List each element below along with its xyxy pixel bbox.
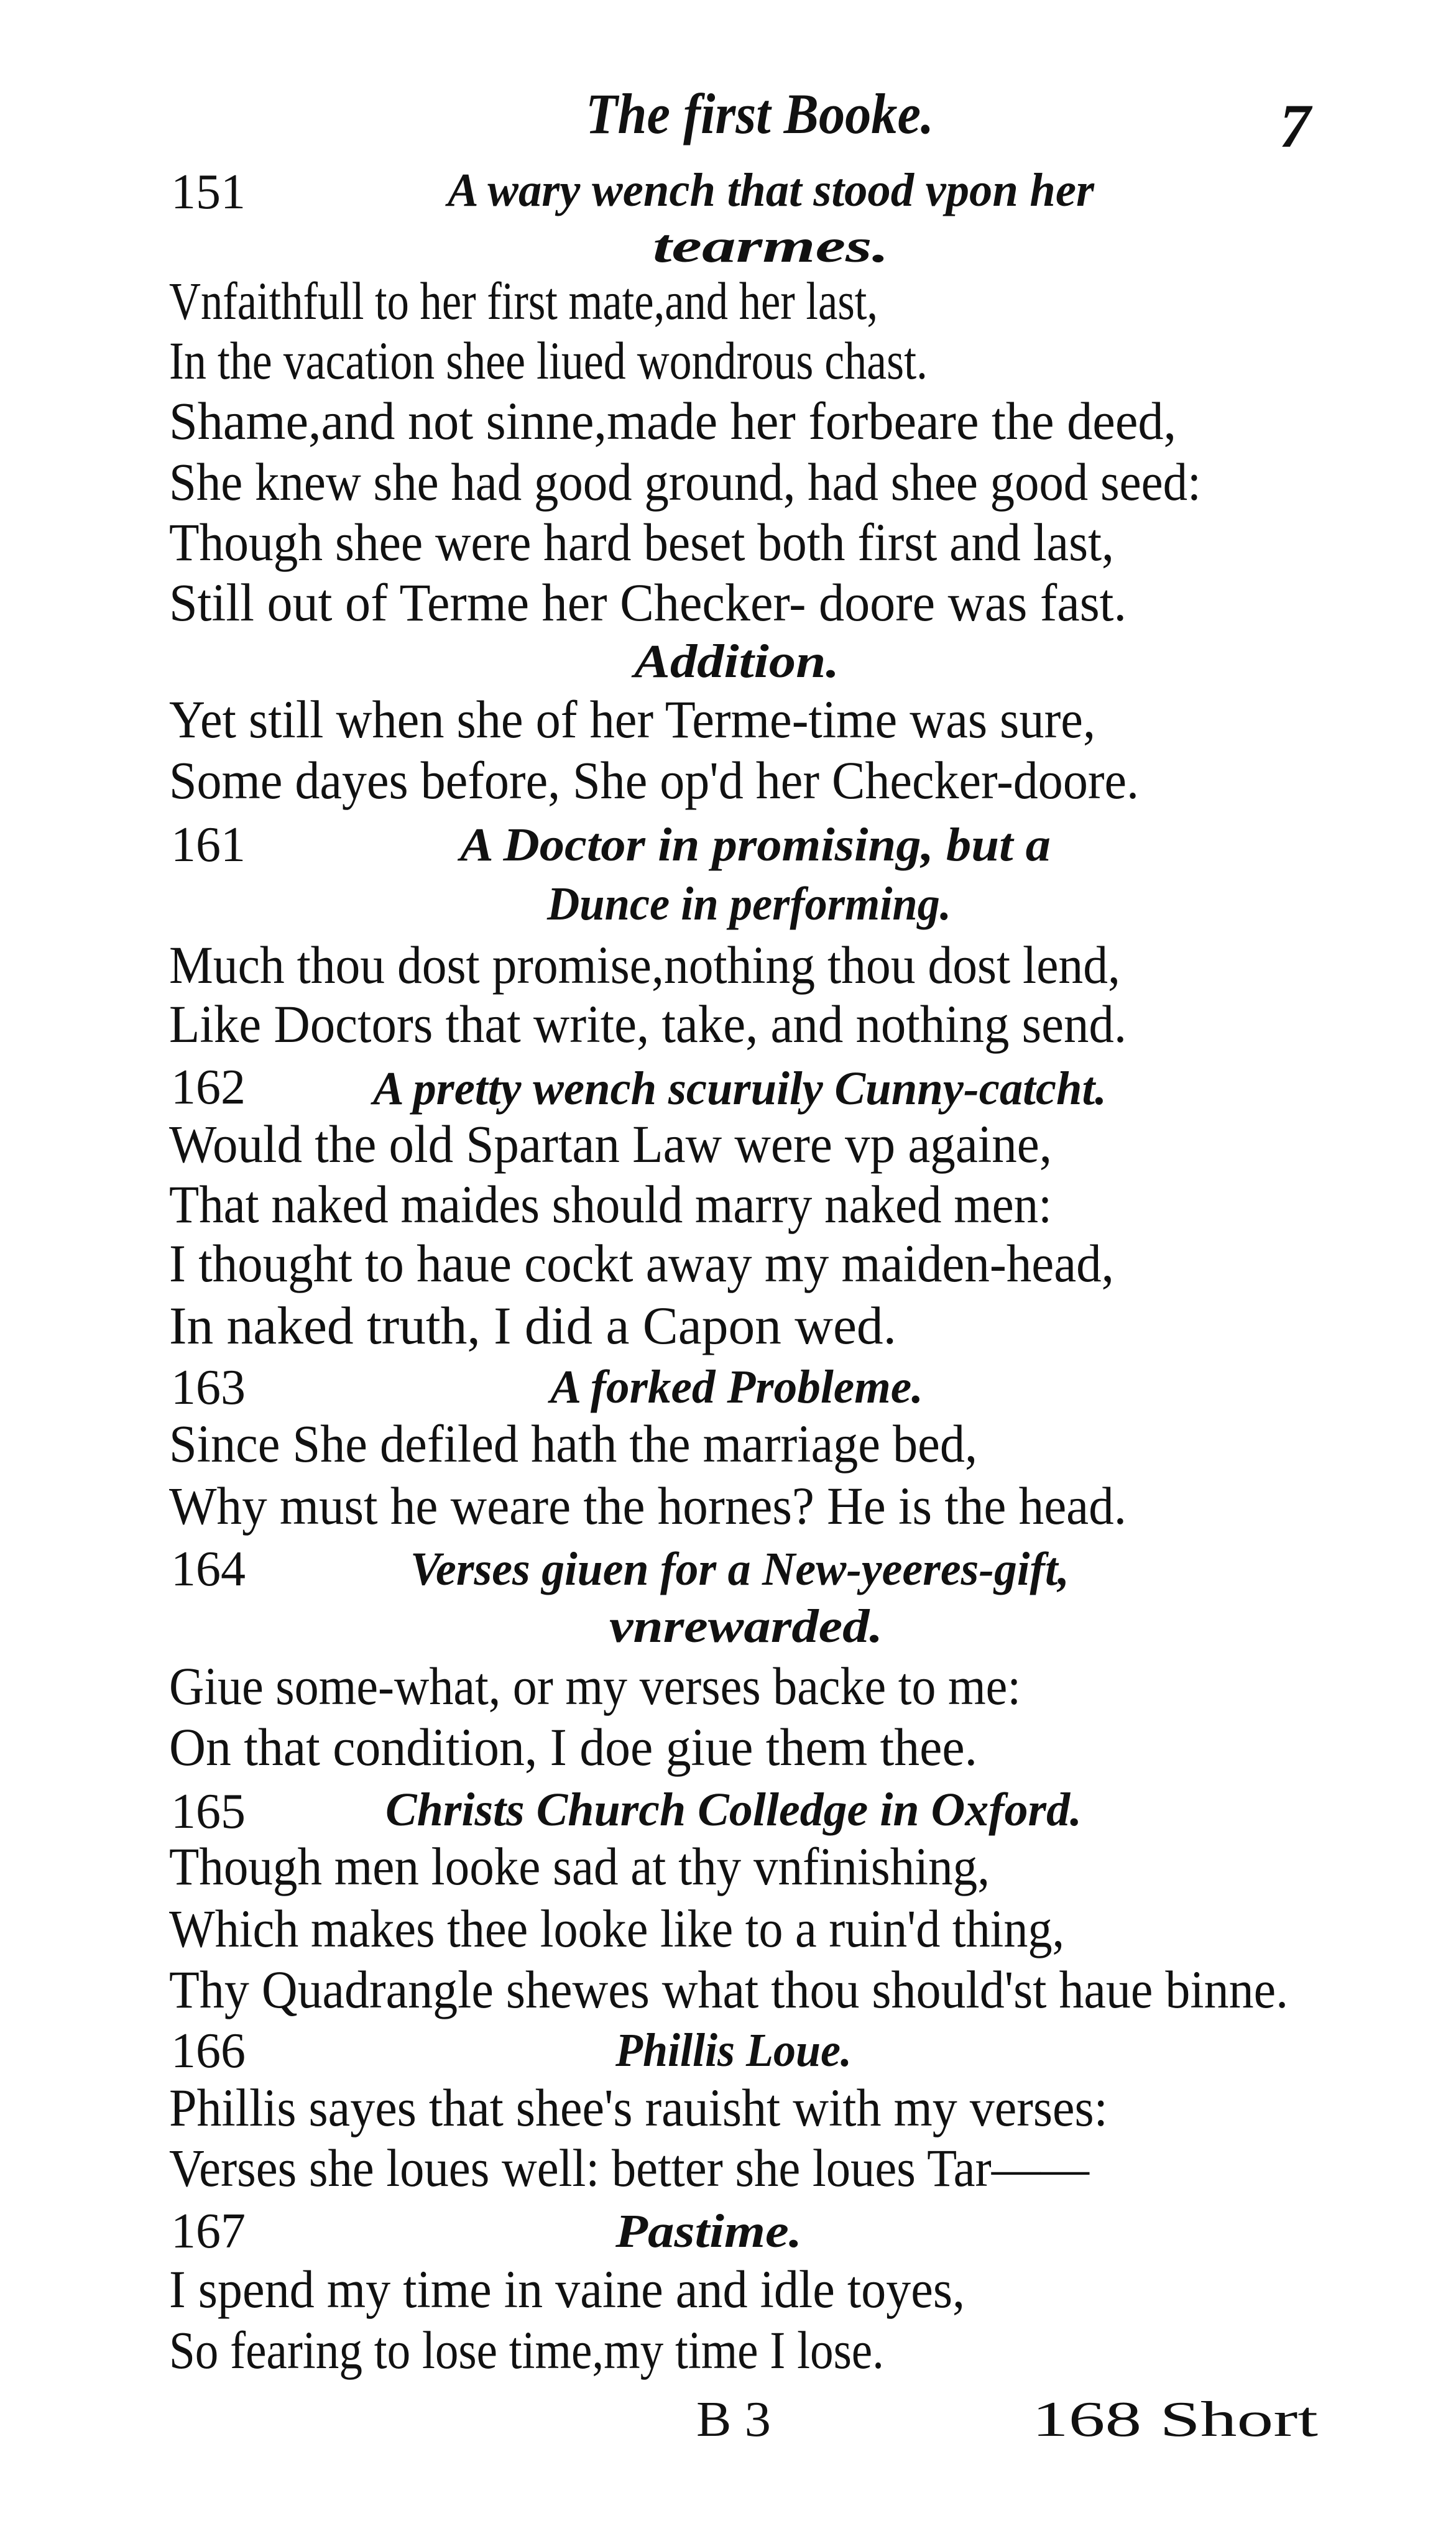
verse-line: In naked truth, I did a Capon wed. [169, 1296, 897, 1356]
epigram-title: Pastime. [615, 2205, 803, 2257]
verse-line: Why must he weare the hornes? He is the head. [169, 1476, 1127, 1536]
page-number: 7 [1279, 91, 1311, 160]
verse-line: On that condition, I doe giue them thee. [169, 1717, 978, 1777]
signature-mark: B 3 [696, 2392, 772, 2448]
epigram-number: 165 [171, 1784, 246, 1840]
verse-line: I thought to haue cockt away my maiden-head, [169, 1233, 1114, 1294]
epigram-title: A Doctor in promising, but a [460, 818, 1051, 871]
epigram-title: tearmes. [653, 219, 890, 272]
epigram-number: 167 [171, 2204, 246, 2259]
epigram-title: A pretty wench scuruily Cunny-catcht. [373, 1062, 1107, 1115]
catchword: 168 Short [1032, 2392, 1319, 2448]
verse-line: Giue some-what, or my verses backe to me: [169, 1656, 1021, 1717]
verse-line: That naked maides should marry naked men: [169, 1174, 1053, 1235]
epigram-number: 166 [171, 2024, 246, 2079]
verse-line: Though shee were hard beset both first and last, [169, 512, 1114, 573]
verse-line: Though men looke sad at thy vnfinishing, [169, 1837, 990, 1897]
verse-line: Which makes thee looke like to a ruin'd thing, [169, 1899, 1065, 1959]
verse-line: Would the old Spartan Law were vp againe, [169, 1114, 1053, 1174]
epigram-title: Phillis Loue. [615, 2024, 852, 2077]
running-title: The first Booke. [586, 81, 934, 145]
epigram-number: 163 [171, 1360, 246, 1416]
verse-line: Still out of Terme her Checker- doore was fast. [169, 573, 1127, 633]
epigram-number: 164 [171, 1542, 246, 1597]
verse-line: So fearing to lose time,my time I lose. [169, 2320, 884, 2381]
epigram-title: vnrewarded. [609, 1600, 883, 1653]
verse-line: Shame,and not sinne,made her forbeare the deed, [169, 391, 1177, 451]
epigram-title: Dunce in performing. [547, 877, 951, 930]
verse-line: Verses she loues well: better she loues Tar—— [169, 2138, 1089, 2198]
verse-line: Some dayes before, She op'd her Checker-doore. [169, 750, 1140, 811]
verse-line: I spend my time in vaine and idle toyes, [169, 2259, 965, 2320]
verse-line: Like Doctors that write, take, and nothing send. [169, 994, 1127, 1054]
epigram-number: 161 [171, 818, 246, 873]
epigram-title: A forked Probleme. [550, 1360, 923, 1413]
verse-line: Much thou dost promise,nothing thou dost lend, [169, 935, 1120, 995]
verse-line: Yet still when she of her Terme-time was sure, [169, 689, 1096, 750]
epigram-title: Verses giuen for a New-yeeres-gift, [410, 1542, 1069, 1595]
epigram-number: 162 [171, 1060, 246, 1115]
verse-line: Since She defiled hath the marriage bed, [169, 1414, 978, 1474]
epigram-number: 151 [171, 165, 246, 220]
epigram-title: Christs Church Colledge in Oxford. [385, 1783, 1082, 1836]
epigram-title: Addition. [634, 635, 839, 688]
verse-line: Vnfaithfull to her first mate,and her last, [169, 271, 878, 331]
epigram-title: A wary wench that stood vpon her [448, 164, 1095, 216]
verse-line: She knew she had good ground, had shee good seed: [169, 452, 1201, 512]
verse-line: Phillis sayes that shee's rauisht with my verses: [169, 2078, 1108, 2138]
verse-line: In the vacation shee liued wondrous chast. [169, 331, 928, 391]
verse-line: Thy Quadrangle shewes what thou should'st haue binne. [169, 1960, 1289, 2020]
